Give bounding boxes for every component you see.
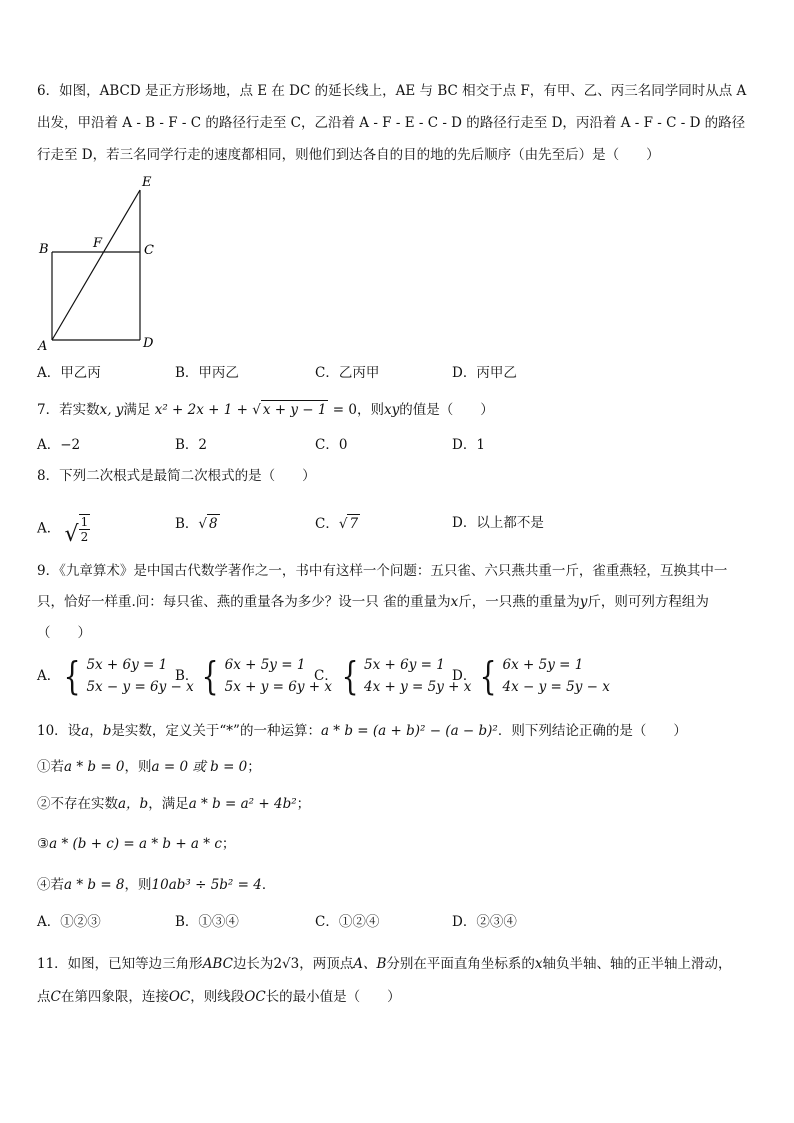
q7-mid: 满足 (123, 402, 151, 418)
q6-option-a[interactable]: A．甲乙丙 (37, 365, 101, 381)
q6-option-c[interactable]: C．乙丙甲 (315, 365, 380, 381)
q9-var-y: y (579, 594, 588, 610)
label-a: A (38, 339, 48, 354)
q8-option-a-label: A． (37, 520, 61, 537)
label-c: C (144, 243, 154, 258)
q9-option-d[interactable]: D． { 6x + 5y = 1 4x − y = 5y − x (452, 654, 610, 698)
q8-frac-num: 1 (80, 515, 89, 529)
q9-options (37, 654, 757, 704)
q7-options (37, 436, 757, 454)
segment-ae (52, 190, 140, 340)
q6-option-d[interactable]: D．丙甲乙 (452, 365, 517, 381)
q7-vars: x, y (99, 402, 124, 418)
q8-options (37, 500, 757, 547)
q10-option-b[interactable]: B．①③④ (175, 914, 239, 930)
q7-suffix: 的值是（ ） (399, 402, 494, 418)
label-b: B (39, 242, 49, 257)
q10-statement-1: ①若a * b = 0，则a = 0 或 b = 0； (37, 759, 261, 775)
label-d: D (143, 336, 154, 351)
q9-option-c[interactable]: C． { 5x + 6y = 1 4x + y = 5y + x (314, 654, 472, 698)
q10-statement-2: ②不存在实数a，b，满足a * b = a² + 4b²； (37, 796, 311, 812)
q7-option-c[interactable]: C．0 (315, 437, 348, 453)
q7-sqrt: √ x + y − 1 (252, 402, 327, 418)
q9-line-2: 只，恰好一样重.问：每只雀、燕的重量各为多少？设一只 雀的重量为x斤，一只燕的重量为y斤，则可列方程组为 (37, 594, 709, 610)
q9-option-b[interactable]: B． { 6x + 5y = 1 5x + y = 6y + x (175, 654, 332, 698)
q7-radicand: x + y − 1 (262, 402, 327, 418)
q7-xy: xy (383, 402, 400, 418)
q10-statement-4: ④若a * b = 8，则10ab³ ÷ 5b² = 4． (37, 877, 276, 893)
q6-square-figure (35, 172, 165, 354)
q9-line-3: （ ） (37, 625, 91, 641)
q6-line-1: 6．如图，ABCD 是正方形场地，点 E 在 DC 的延长线上，AE 与 BC 相交于点 F，有甲、乙、丙三名同学同时从点 A (37, 83, 747, 99)
q7-option-b[interactable]: B．2 (175, 437, 208, 453)
q11-line-1: 11．如图，已知等边三角形ABC边长为2√3，两顶点A、B分别在平面直角坐标系的x轴负半轴、轴的正半轴上滑动， (37, 956, 732, 972)
q7-eq-left: x² + 2x + 1 + (154, 402, 248, 418)
q6-option-b[interactable]: B．甲丙乙 (175, 365, 239, 381)
q7-option-d[interactable]: D．1 (452, 437, 485, 453)
q7-stem (37, 400, 494, 419)
q7-prefix: 7．若实数 (37, 402, 100, 418)
q9-option-a[interactable]: A． { 5x + 6y = 1 5x − y = 6y − x (37, 654, 194, 698)
q10-statement-3: ③a * (b + c) = a * b + a * c； (37, 836, 236, 852)
q7-eq-right: = 0，则 (332, 402, 384, 418)
label-f: F (93, 236, 103, 251)
q10-option-c[interactable]: C．①②④ (315, 914, 380, 930)
q8-option-b[interactable]: B． √ 8 (175, 516, 218, 532)
q6-line-3: 行走至 D，若三名同学行走的速度都相同，则他们到达各自的目的地的先后顺序（由先至后）是（ ） (37, 147, 660, 163)
q10-stem: 10．设a，b是实数，定义关于“*”的一种运算：a * b = (a + b)² − (a − b)²．则下列结论正确的是（ ） (37, 723, 687, 739)
q8-option-b-radicand: 8 (209, 516, 218, 532)
label-e: E (142, 175, 152, 190)
q8-option-c-radicand: 7 (349, 516, 359, 532)
q8-stem: 8．下列二次根式是最简二次根式的是（ ） (37, 468, 316, 484)
q8-frac-den: 2 (80, 530, 89, 544)
q8-option-a[interactable]: A． √ $\frac{1}{2}$ (37, 515, 89, 547)
q8-option-d[interactable]: D．以上都不是 (452, 515, 544, 531)
q9-line-1: 9．《九章算术》是中国古代数学著作之一，书中有这样一个问题：五只雀、六只燕共重一斤，雀重燕轻，互换其中一 (37, 563, 728, 579)
q9-var-x: x (450, 594, 459, 610)
q10-definition: a * b = (a + b)² − (a − b)² (320, 723, 498, 739)
q10-options (37, 913, 757, 931)
q10-option-d[interactable]: D．②③④ (452, 914, 517, 930)
q8-option-c[interactable]: C． √ 7 (315, 516, 359, 532)
q10-option-a[interactable]: A．①②③ (37, 914, 101, 930)
q7-option-a[interactable]: A．−2 (37, 437, 81, 453)
q6-line-2: 出发，甲沿着 A - B - F - C 的路径行走至 C，乙沿着 A - F - E - C - D 的路径行走至 D，丙沿着 A - F - C - D 的路径 (37, 115, 746, 131)
q11-line-2: 点C在第四象限，连接OC，则线段OC长的最小值是（ ） (37, 989, 401, 1005)
q6-options (37, 364, 757, 382)
q8-fraction (79, 514, 91, 544)
